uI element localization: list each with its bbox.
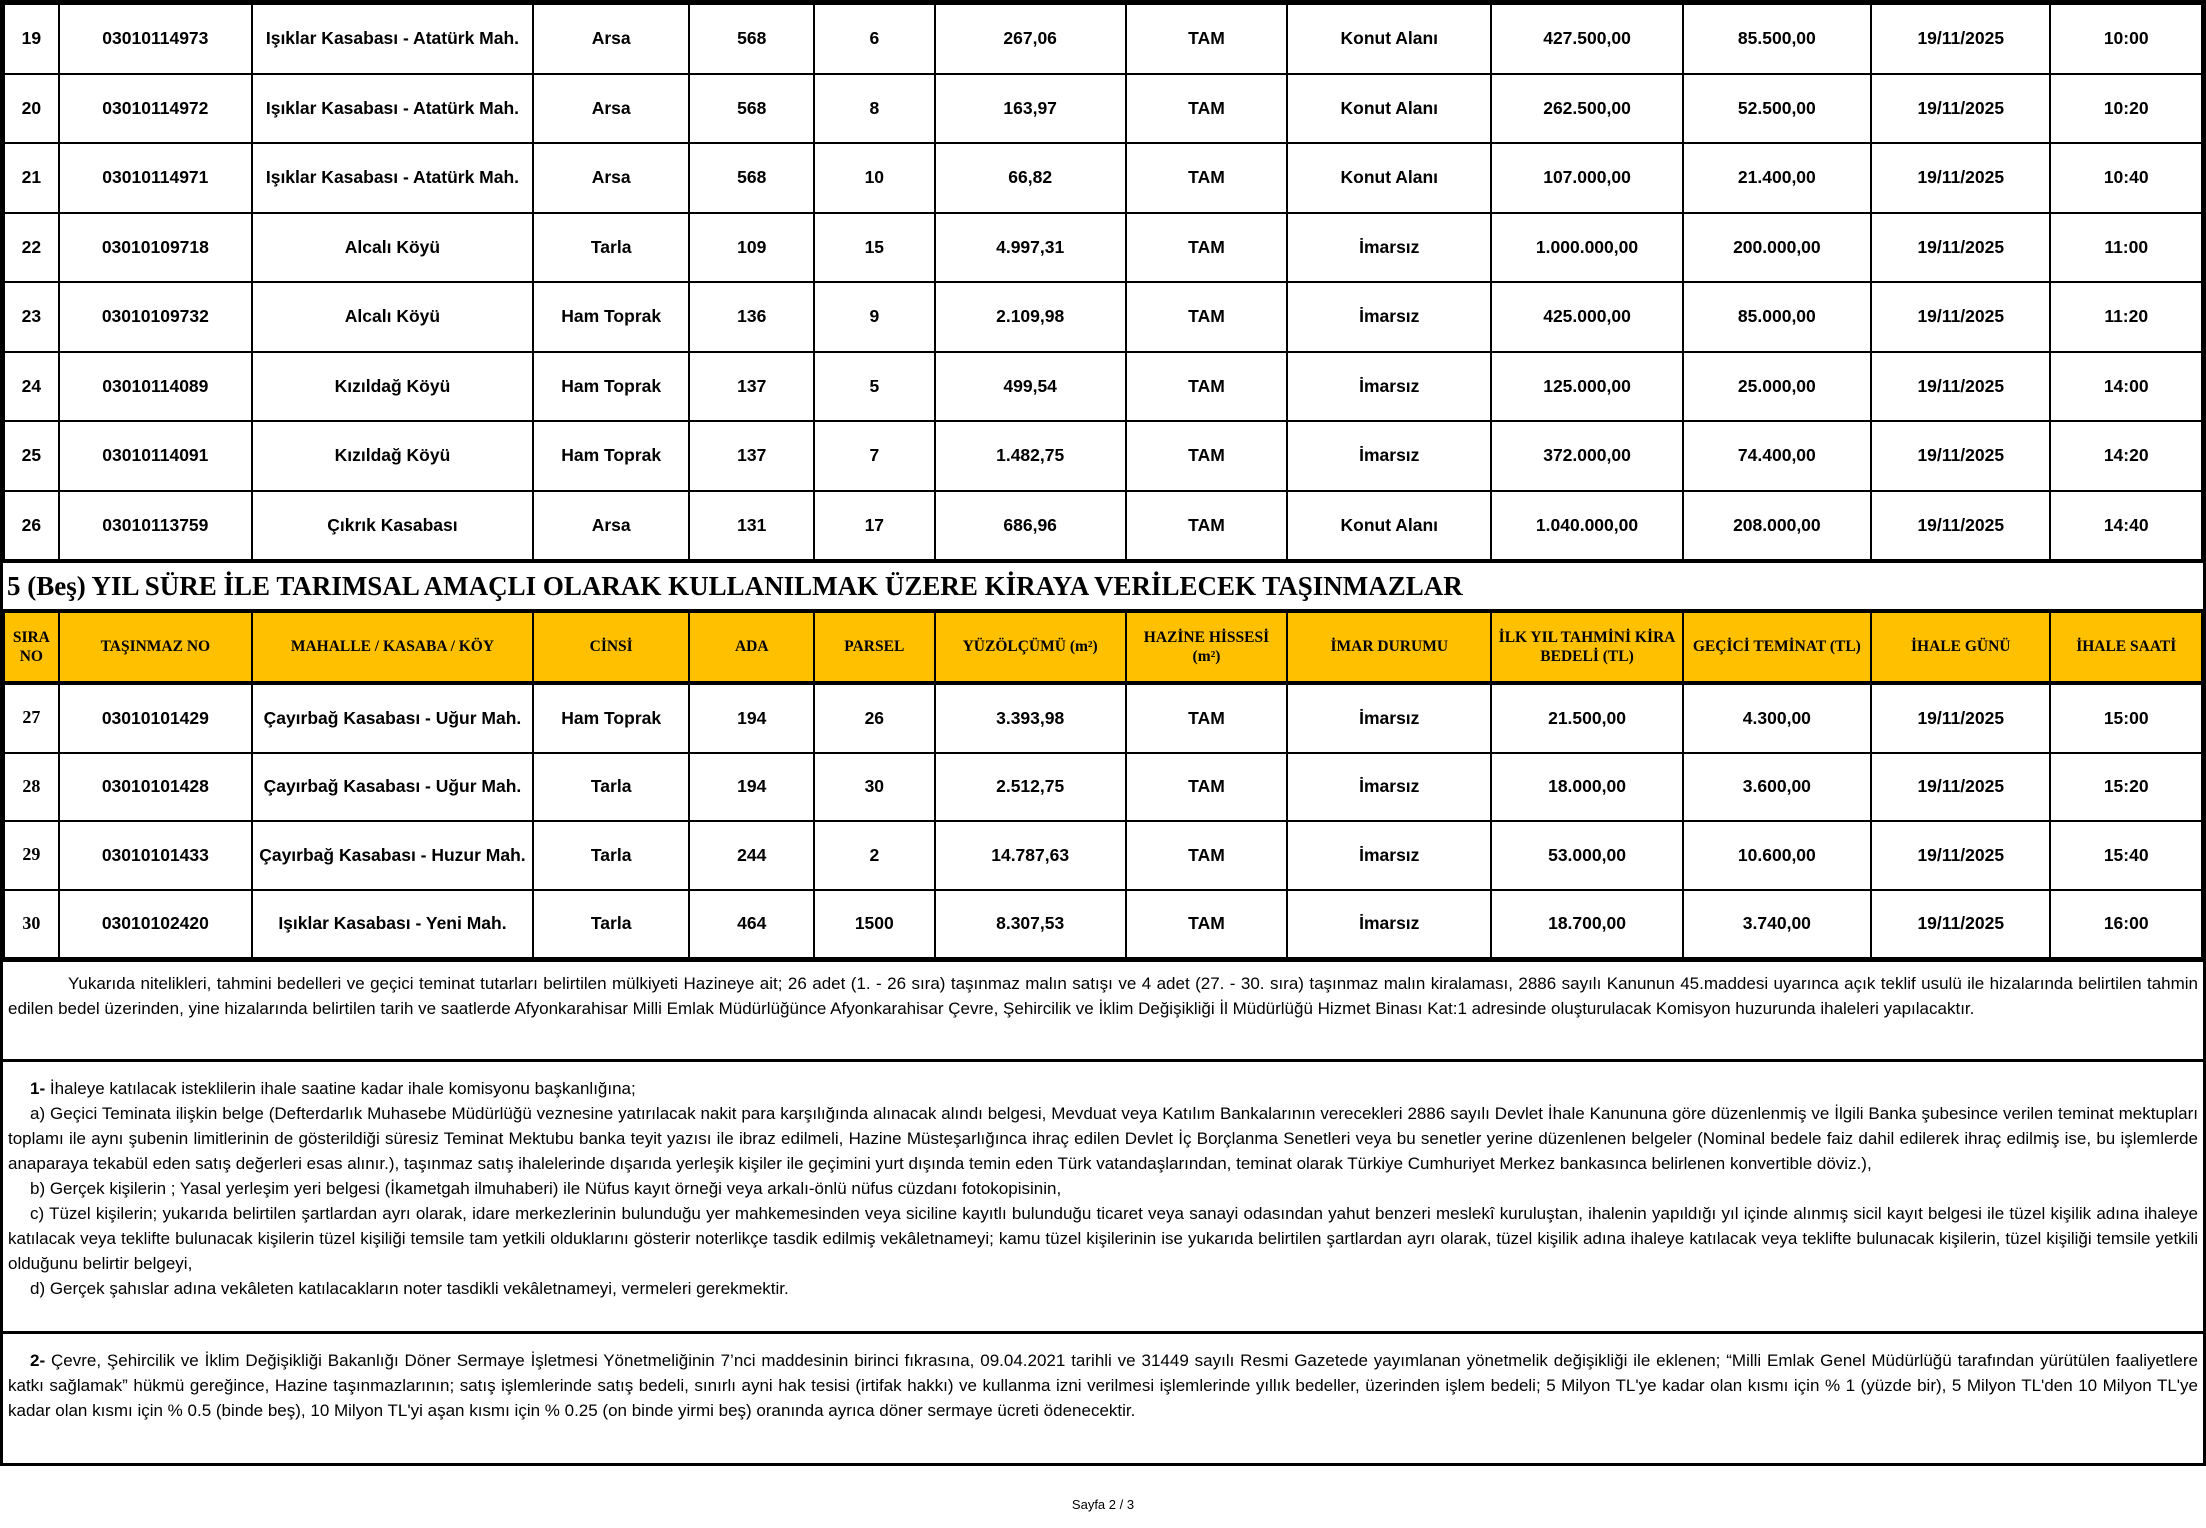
table-cell: 136 — [689, 282, 814, 352]
table-cell: 18.000,00 — [1491, 753, 1682, 822]
table-cell: İmarsız — [1287, 421, 1491, 491]
table-cell: 19/11/2025 — [1871, 821, 2050, 890]
table-cell: TAM — [1126, 890, 1287, 959]
table-row — [4, 282, 2202, 352]
note-item-a: a) Geçici Teminata ilişkin belge (Defterdarlık Muhasebe Müdürlüğü veznesine yatırılacak nakit para karşılığında alınacak alındı belgesi, Mevduat veya Katılım Bankalarının verecekleri 2886 sayılı Devlet İhale Kanununa göre düzenlenmiş ve İlgili Banka şubesince verilen teminat mektupları toplamı ile aynı şubenin limitlerinin de gösterildiği süresiz Teminat Mektubu banka teyit yazısı ile ibraz edilmeli, Hazine Müsteşarlığınca ihraç edilen Devlet İç Borçlanma Senetleri veya bu senetler yerine düzenlenen belgeler (Nominal bedele faiz dahil edilerek ihraç edilmiş ise, bu işlemlerde anaparaya tekabül eden satış değerleri esas alınır.), taşınmaz satış ihalelerinde dışarıda yerleşik kişiler ile geçimini yurt dışında temin eden Türk vatandaşlarından, teminat olarak Türkiye Cumhuriyet Merkez bankasınca belirlenen konvertible döviz.), — [8, 1104, 2198, 1173]
table-row — [4, 213, 2202, 283]
table-cell: Konut Alanı — [1287, 74, 1491, 144]
table-cell: TAM — [1126, 684, 1287, 753]
table-cell: 03010114971 — [59, 143, 252, 213]
table-cell: 03010101428 — [59, 753, 252, 822]
table-cell: Kızıldağ Köyü — [252, 352, 533, 422]
table-cell: 425.000,00 — [1491, 282, 1682, 352]
table-cell: İmarsız — [1287, 282, 1491, 352]
table-cell: 03010114973 — [59, 4, 252, 74]
table-cell: 19/11/2025 — [1871, 282, 2050, 352]
table-cell: 3.740,00 — [1683, 890, 1871, 959]
table-cell: 19/11/2025 — [1871, 491, 2050, 561]
table-cell: TAM — [1126, 4, 1287, 74]
table-cell: 2.109,98 — [935, 282, 1126, 352]
table-cell: 03010102420 — [59, 890, 252, 959]
table-cell: 267,06 — [935, 4, 1126, 74]
table-cell: 14:20 — [2050, 421, 2202, 491]
table-cell: 22 — [4, 213, 59, 283]
table-row — [4, 143, 2202, 213]
table-cell: 19/11/2025 — [1871, 213, 2050, 283]
table-cell: TAM — [1126, 352, 1287, 422]
notes-intro-box — [3, 959, 2203, 1059]
note-item-2 — [8, 1348, 2198, 1423]
table-cell: 163,97 — [935, 74, 1126, 144]
table-cell: TAM — [1126, 491, 1287, 561]
table-cell: 30 — [4, 890, 59, 959]
table-cell: Arsa — [533, 74, 690, 144]
table-cell: 200.000,00 — [1683, 213, 1871, 283]
table-cell: 15:00 — [2050, 684, 2202, 753]
table-cell: 10:00 — [2050, 4, 2202, 74]
lease-section-title: 5 (Beş) YIL SÜRE İLE TARIMSAL AMAÇLI OLARAK KULLANILMAK ÜZERE KİRAYA VERİLECEK TAŞINMAZLAR — [3, 561, 2203, 611]
page-footer: Sayfa 2 / 3 — [1071, 1497, 1135, 1512]
table-cell: 74.400,00 — [1683, 421, 1871, 491]
header-cell: TAŞINMAZ NO — [59, 612, 252, 682]
table-cell: 03010109718 — [59, 213, 252, 283]
table-cell: TAM — [1126, 821, 1287, 890]
table-cell: 66,82 — [935, 143, 1126, 213]
lease-table-header — [3, 611, 2203, 683]
table-cell: 10:20 — [2050, 74, 2202, 144]
table-cell: 85.000,00 — [1683, 282, 1871, 352]
table-cell: 24 — [4, 352, 59, 422]
table-cell: 109 — [689, 213, 814, 283]
header-cell: GEÇİCİ TEMİNAT (TL) — [1683, 612, 1871, 682]
table-cell: 107.000,00 — [1491, 143, 1682, 213]
table-cell: 18.700,00 — [1491, 890, 1682, 959]
table-cell: 15 — [814, 213, 934, 283]
table-cell: TAM — [1126, 421, 1287, 491]
table-cell: 20 — [4, 74, 59, 144]
table-cell: 26 — [4, 491, 59, 561]
table-cell: 17 — [814, 491, 934, 561]
lease-table-body — [4, 684, 2202, 958]
table-cell: 14:40 — [2050, 491, 2202, 561]
table-cell: 137 — [689, 421, 814, 491]
table-cell: 6 — [814, 4, 934, 74]
table-cell: 372.000,00 — [1491, 421, 1682, 491]
note-item-1-marker: 1- — [30, 1079, 46, 1098]
header-cell: İMAR DURUMU — [1287, 612, 1491, 682]
table-cell: 53.000,00 — [1491, 821, 1682, 890]
table-cell: İmarsız — [1287, 352, 1491, 422]
note-item-d: d) Gerçek şahıslar adına vekâleten katılacakların noter tasdikli vekâletnameyi, vermeleri gerekmektir. — [30, 1279, 789, 1298]
table-cell: 5 — [814, 352, 934, 422]
table-cell: 14:00 — [2050, 352, 2202, 422]
table-cell: 244 — [689, 821, 814, 890]
note-item-c: c) Tüzel kişilerin; yukarıda belirtilen şartlardan ayrı olarak, idare merkezlerinin bulunduğu yer mahkemesinden veya siciline kayıtlı bulunduğu ticaret veya sanayi odasından yahut benzeri meslekî kuruluştan, ihalenin yapıldığı yıl içinde alınmış sicil kayıt belgesi ile tüzel kişilik adına ihaleye katılacak veya teklifte bulunacak kişilerin tüzel kişiliği temsile tam yetkili olduklarını gösterir noterlikçe tasdik edilmiş vekâletnameyi; kamu tüzel kişilerinin ise yukarıda belirtilen şartlardan ayrı olarak, tüzel kişilik adına ihaleye katılacak veya teklifte bulunacak kişilerin, tüzel kişiliği temsile yetkili olduğunu belirtir belgeyi, — [8, 1204, 2198, 1273]
table-cell: 30 — [814, 753, 934, 822]
table-cell: Ham Toprak — [533, 421, 690, 491]
note-item-b: b) Gerçek kişilerin ; Yasal yerleşim yeri belgesi (İkametgah ilmuhaberi) ile Nüfus kayıt örneği veya arkalı-önlü nüfus cüzdanı fotokopisinin, — [30, 1179, 1062, 1198]
table-cell: TAM — [1126, 213, 1287, 283]
table-cell: 568 — [689, 4, 814, 74]
table-cell: 19/11/2025 — [1871, 74, 2050, 144]
table-cell: 208.000,00 — [1683, 491, 1871, 561]
header-cell: PARSEL — [814, 612, 934, 682]
table-cell: 26 — [814, 684, 934, 753]
table-cell: 686,96 — [935, 491, 1126, 561]
table-cell: Kızıldağ Köyü — [252, 421, 533, 491]
table-row — [4, 491, 2202, 561]
table-cell: Alcalı Köyü — [252, 282, 533, 352]
table-cell: 19/11/2025 — [1871, 753, 2050, 822]
table-cell: 23 — [4, 282, 59, 352]
table-cell: 1.040.000,00 — [1491, 491, 1682, 561]
table-cell: 25 — [4, 421, 59, 491]
note-item-2-text: Çevre, Şehircilik ve İklim Değişikliği Bakanlığı Döner Sermaye İşletmesi Yönetmeliğinin 7’nci maddesinin birinci fıkrasına, 09.04.2021 tarihli ve 31449 sayılı Resmi Gazetede yayımlanan yönetmelik değişikliği ile eklenen; “Milli Emlak Genel Müdürlüğü tarafından yürütülen faaliyetlere katkı sağlamak” hükmü gereğince, Hazine taşınmazlarının; satış işlemlerinde satış bedeli, sınırlı ayni hak tesisi (irtifak hakkı) ve kullanma izni verilmesi işlemlerinde yıllık bedeller, üzerinden işlem bedeli; 5 Milyon TL'ye kadar olan kısmı için % 1 (yüzde bir), 5 Milyon TL'den 10 Milyon TL'ye kadar olan kısmı için % 0.5 (binde beş), 10 Milyon TL'yi aşan kısmı için % 0.25 (on binde yirmi beş) oranında ayrıca döner sermaye ücreti ödenecektir. — [8, 1351, 2198, 1420]
table-cell: Alcalı Köyü — [252, 213, 533, 283]
table-cell: 10.600,00 — [1683, 821, 1871, 890]
table-cell: 03010113759 — [59, 491, 252, 561]
table-cell: 3.600,00 — [1683, 753, 1871, 822]
header-cell: YÜZÖLÇÜMÜ (m²) — [935, 612, 1126, 682]
header-cell: İHALE GÜNÜ — [1871, 612, 2050, 682]
header-cell: HAZİNE HİSSESİ (m²) — [1126, 612, 1287, 682]
table-cell: 10 — [814, 143, 934, 213]
table-cell: İmarsız — [1287, 753, 1491, 822]
table-cell: 4.997,31 — [935, 213, 1126, 283]
table-cell: 1.482,75 — [935, 421, 1126, 491]
table-cell: 2 — [814, 821, 934, 890]
table-cell: Ham Toprak — [533, 684, 690, 753]
header-cell: İHALE SAATİ — [2050, 612, 2202, 682]
table-row — [4, 684, 2202, 753]
note-item-2-marker: 2- — [30, 1351, 46, 1370]
table-cell: 21 — [4, 143, 59, 213]
table-cell: 03010114972 — [59, 74, 252, 144]
table-cell: Arsa — [533, 143, 690, 213]
table-cell: Işıklar Kasabası - Atatürk Mah. — [252, 143, 533, 213]
table-cell: Işıklar Kasabası - Yeni Mah. — [252, 890, 533, 959]
table-cell: Tarla — [533, 753, 690, 822]
table-cell: TAM — [1126, 282, 1287, 352]
sales-table-body — [4, 4, 2202, 560]
table-row — [4, 4, 2202, 74]
header-cell: İLK YIL TAHMİNİ KİRA BEDELİ (TL) — [1491, 612, 1682, 682]
header-cell: MAHALLE / KASABA / KÖY — [252, 612, 533, 682]
table-cell: 4.300,00 — [1683, 684, 1871, 753]
table-cell: 131 — [689, 491, 814, 561]
table-row — [4, 352, 2202, 422]
table-cell: İmarsız — [1287, 890, 1491, 959]
table-cell: Işıklar Kasabası - Atatürk Mah. — [252, 74, 533, 144]
header-cell: ADA — [689, 612, 814, 682]
table-cell: Çayırbağ Kasabası - Huzur Mah. — [252, 821, 533, 890]
table-cell: 9 — [814, 282, 934, 352]
table-cell: 28 — [4, 753, 59, 822]
table-cell: Tarla — [533, 821, 690, 890]
table-cell: 125.000,00 — [1491, 352, 1682, 422]
table-cell: 52.500,00 — [1683, 74, 1871, 144]
note-item-1-text: İhaleye katılacak isteklilerin ihale saatine kadar ihale komisyonu başkanlığına; — [45, 1079, 636, 1098]
table-cell: Işıklar Kasabası - Atatürk Mah. — [252, 4, 533, 74]
header-row — [4, 612, 2202, 682]
table-row — [4, 821, 2202, 890]
table-cell: 19/11/2025 — [1871, 352, 2050, 422]
table-cell: İmarsız — [1287, 821, 1491, 890]
table-cell: TAM — [1126, 74, 1287, 144]
table-cell: İmarsız — [1287, 684, 1491, 753]
table-cell: 16:00 — [2050, 890, 2202, 959]
table-cell: 03010109732 — [59, 282, 252, 352]
table-cell: Arsa — [533, 4, 690, 74]
table-cell: TAM — [1126, 143, 1287, 213]
table-cell: Konut Alanı — [1287, 4, 1491, 74]
table-cell: 21.400,00 — [1683, 143, 1871, 213]
table-cell: 568 — [689, 74, 814, 144]
table-cell: Tarla — [533, 213, 690, 283]
table-cell: 15:20 — [2050, 753, 2202, 822]
table-cell: 19/11/2025 — [1871, 143, 2050, 213]
notes-item1-box — [3, 1059, 2203, 1331]
table-cell: Çayırbağ Kasabası - Uğur Mah. — [252, 753, 533, 822]
table-cell: 499,54 — [935, 352, 1126, 422]
table-cell: 262.500,00 — [1491, 74, 1682, 144]
table-cell: 427.500,00 — [1491, 4, 1682, 74]
table-cell: 85.500,00 — [1683, 4, 1871, 74]
table-cell: 03010101433 — [59, 821, 252, 890]
header-cell: SIRA NO — [4, 612, 59, 682]
table-cell: 14.787,63 — [935, 821, 1126, 890]
table-cell: 21.500,00 — [1491, 684, 1682, 753]
table-cell: 19/11/2025 — [1871, 890, 2050, 959]
table-cell: İmarsız — [1287, 213, 1491, 283]
table-cell: TAM — [1126, 753, 1287, 822]
table-cell: Çıkrık Kasabası — [252, 491, 533, 561]
notes-item2-box — [3, 1331, 2203, 1463]
table-cell: 8.307,53 — [935, 890, 1126, 959]
table-cell: 19/11/2025 — [1871, 684, 2050, 753]
table-cell: Ham Toprak — [533, 352, 690, 422]
table-cell: 19 — [4, 4, 59, 74]
sales-table — [3, 3, 2203, 561]
table-cell: 03010114089 — [59, 352, 252, 422]
table-cell: Çayırbağ Kasabası - Uğur Mah. — [252, 684, 533, 753]
notes-intro: Yukarıda nitelikleri, tahmini bedelleri ve geçici teminat tutarları belirtilen mülkiyeti Hazineye ait; 26 adet (1. - 26 sıra) taşınmaz malın satışı ve 4 adet (27. - 30. sıra) taşınmaz malın kiralaması, 2886 sayılı Kanunun 45.maddesi uyarınca açık teklif usulü ile hizalarında belirtilen tahmin edilen bedel üzerinden, yine hizalarında belirtilen tarih ve saatlerde Afyonkarahisar Milli Emlak Müdürlüğünce Afyonkarahisar Çevre, Şehircilik ve İklim Değişikliği İl Müdürlüğü Hizmet Binası Kat:1 adresinde oluşturulacak Komisyon huzurunda ihaleleri yapılacaktır. — [8, 974, 2198, 1018]
table-cell: 1500 — [814, 890, 934, 959]
table-cell: Konut Alanı — [1287, 491, 1491, 561]
table-cell: Konut Alanı — [1287, 143, 1491, 213]
table-cell: 19/11/2025 — [1871, 421, 2050, 491]
table-cell: 194 — [689, 753, 814, 822]
lease-table-wrapper — [3, 683, 2203, 959]
note-item-1 — [8, 1076, 2198, 1101]
table-cell: Ham Toprak — [533, 282, 690, 352]
table-cell: 3.393,98 — [935, 684, 1126, 753]
table-cell: 7 — [814, 421, 934, 491]
table-cell: 25.000,00 — [1683, 352, 1871, 422]
table-cell: 11:00 — [2050, 213, 2202, 283]
table-cell: 11:20 — [2050, 282, 2202, 352]
table-cell: 8 — [814, 74, 934, 144]
table-cell: 137 — [689, 352, 814, 422]
table-row — [4, 421, 2202, 491]
table-cell: 03010101429 — [59, 684, 252, 753]
table-cell: Tarla — [533, 890, 690, 959]
table-cell: Arsa — [533, 491, 690, 561]
table-cell: 03010114091 — [59, 421, 252, 491]
table-cell: 19/11/2025 — [1871, 4, 2050, 74]
table-cell: 15:40 — [2050, 821, 2202, 890]
table-cell: 2.512,75 — [935, 753, 1126, 822]
header-cell: CİNSİ — [533, 612, 690, 682]
table-cell: 464 — [689, 890, 814, 959]
table-cell: 10:40 — [2050, 143, 2202, 213]
table-cell: 29 — [4, 821, 59, 890]
table-row — [4, 753, 2202, 822]
table-row — [4, 890, 2202, 959]
table-cell: 27 — [4, 684, 59, 753]
lease-table — [3, 683, 2203, 959]
table-row — [4, 74, 2202, 144]
sales-table-wrapper — [3, 3, 2203, 561]
table-cell: 568 — [689, 143, 814, 213]
table-cell: 1.000.000,00 — [1491, 213, 1682, 283]
table-cell: 194 — [689, 684, 814, 753]
